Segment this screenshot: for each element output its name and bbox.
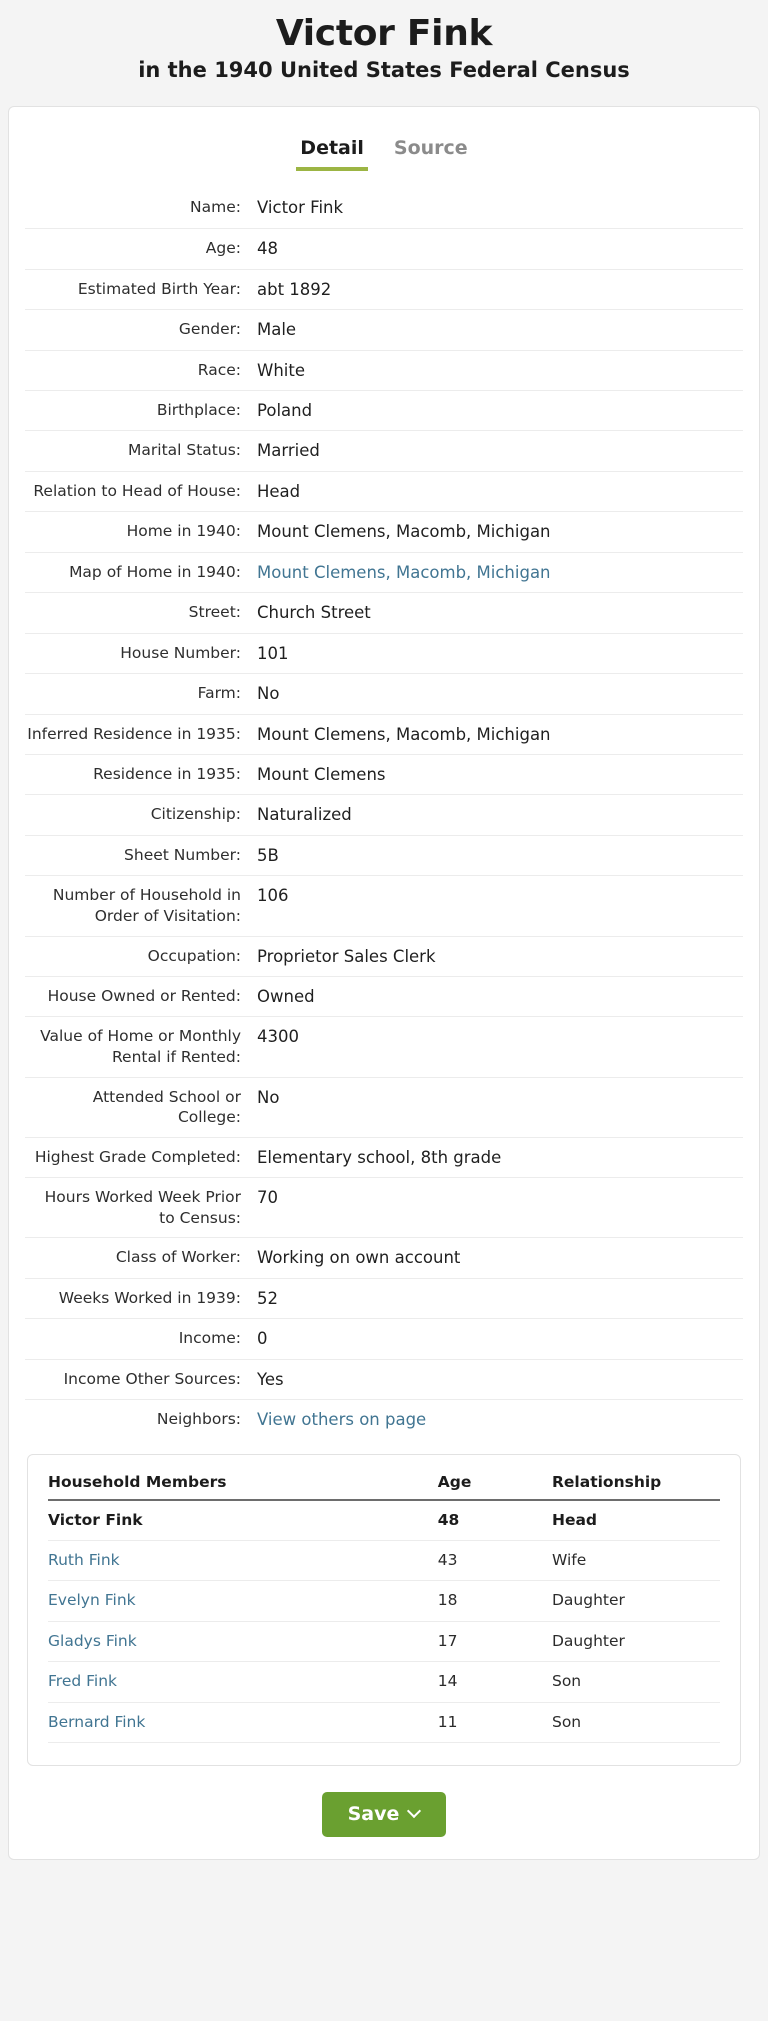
- detail-row: [25, 754, 743, 794]
- detail-row: [25, 794, 743, 834]
- detail-value: 0: [257, 1329, 268, 1349]
- detail-row: [25, 714, 743, 754]
- detail-row: [25, 1318, 743, 1358]
- household-member-link[interactable]: Ruth Fink: [48, 1541, 438, 1581]
- card-actions: [9, 1766, 759, 1837]
- detail-label: Race:: [197, 360, 241, 379]
- detail-row: [25, 1278, 743, 1318]
- detail-row: [25, 511, 743, 551]
- page-title: Victor Fink: [275, 13, 493, 54]
- detail-row: [25, 976, 743, 1016]
- detail-label: Occupation:: [147, 946, 241, 965]
- household-member-age: 48: [438, 1500, 552, 1541]
- household-member-relationship: Son: [552, 1702, 720, 1742]
- detail-value: 52: [257, 1288, 278, 1308]
- household-column-header: Relationship: [552, 1473, 720, 1500]
- detail-label: Citizenship:: [150, 805, 241, 824]
- chevron-down-icon: [409, 1806, 420, 1817]
- household-member-relationship: Daughter: [552, 1581, 720, 1621]
- household-members-table: [48, 1473, 720, 1743]
- detail-label: Hours Worked Week Prior to Census:: [44, 1188, 241, 1227]
- detail-value: Victor Fink: [257, 198, 344, 218]
- detail-label: House Number:: [120, 643, 241, 662]
- household-member-relationship: Head: [552, 1500, 720, 1541]
- detail-value-link[interactable]: Mount Clemens, Macomb, Michigan: [257, 562, 551, 582]
- detail-value: 5B: [257, 845, 279, 865]
- tab-bar: [9, 129, 759, 172]
- household-member-relationship: Son: [552, 1662, 720, 1702]
- detail-label: Birthplace:: [156, 401, 241, 420]
- household-member-link[interactable]: Gladys Fink: [48, 1621, 438, 1661]
- table-row: [48, 1541, 720, 1581]
- table-row: [48, 1500, 720, 1541]
- tab-detail[interactable]: [296, 135, 368, 172]
- detail-row: [25, 1237, 743, 1277]
- household-member-age: 11: [438, 1702, 552, 1742]
- page-subtitle: in the 1940 United States Federal Census: [138, 58, 630, 83]
- detail-row: [25, 1016, 743, 1076]
- detail-value: Yes: [257, 1369, 284, 1389]
- detail-label: Map of Home in 1940:: [69, 562, 241, 581]
- detail-label: Class of Worker:: [115, 1248, 241, 1267]
- detail-row: [25, 269, 743, 309]
- detail-row: [25, 350, 743, 390]
- detail-label: Neighbors:: [156, 1410, 241, 1429]
- table-row: [48, 1662, 720, 1702]
- detail-row: [25, 471, 743, 511]
- table-row: [48, 1581, 720, 1621]
- detail-value: Working on own account: [257, 1248, 461, 1268]
- household-member-age: 43: [438, 1541, 552, 1581]
- tab-source[interactable]: [390, 135, 472, 172]
- detail-value: 48: [257, 239, 278, 259]
- detail-value: Mount Clemens, Macomb, Michigan: [257, 724, 551, 744]
- detail-row: [25, 390, 743, 430]
- household-member-link[interactable]: Evelyn Fink: [48, 1581, 438, 1621]
- detail-label: Value of Home or Monthly Rental if Rented:: [40, 1027, 241, 1066]
- detail-value: Mount Clemens: [257, 764, 386, 784]
- detail-row: [25, 552, 743, 592]
- detail-label: Highest Grade Completed:: [34, 1147, 241, 1166]
- detail-label: Sheet Number:: [124, 845, 241, 864]
- detail-row: [25, 228, 743, 268]
- detail-row: [25, 592, 743, 632]
- detail-row: [25, 673, 743, 713]
- detail-row: [25, 193, 743, 228]
- detail-value: Mount Clemens, Macomb, Michigan: [257, 522, 551, 542]
- detail-row: [25, 1359, 743, 1399]
- household-header-row: [48, 1473, 720, 1500]
- household-member-relationship: Wife: [552, 1541, 720, 1581]
- detail-value: 70: [257, 1188, 278, 1208]
- detail-value: 106: [257, 886, 289, 906]
- detail-value: Married: [257, 441, 320, 461]
- detail-label: Number of Household in Order of Visitation:: [52, 886, 241, 925]
- household-table-head: [48, 1473, 720, 1500]
- household-column-header: Age: [438, 1473, 552, 1500]
- detail-value: Head: [257, 481, 301, 501]
- detail-label: Marital Status:: [128, 441, 241, 460]
- tab-label: Detail: [300, 136, 364, 159]
- household-member-age: 18: [438, 1581, 552, 1621]
- detail-list: [9, 193, 759, 1439]
- detail-label: Home in 1940:: [126, 522, 241, 541]
- detail-label: Relation to Head of House:: [33, 481, 241, 500]
- detail-row: [25, 1399, 743, 1439]
- detail-value: White: [257, 360, 305, 380]
- detail-label: Weeks Worked in 1939:: [58, 1288, 241, 1307]
- detail-value: No: [257, 684, 280, 704]
- detail-label: Attended School or College:: [92, 1087, 241, 1127]
- detail-value: abt 1892: [257, 279, 332, 299]
- save-button-label: Save: [347, 1802, 400, 1825]
- household-member-age: 14: [438, 1662, 552, 1702]
- detail-row: [25, 1077, 743, 1137]
- household-table-body: [48, 1500, 720, 1743]
- detail-value: Proprietor Sales Clerk: [257, 946, 436, 966]
- detail-value: Owned: [257, 986, 315, 1006]
- page-header: [0, 0, 768, 106]
- detail-row: [25, 309, 743, 349]
- household-member-link[interactable]: Bernard Fink: [48, 1702, 438, 1742]
- detail-value-link[interactable]: View others on page: [257, 1410, 427, 1430]
- detail-label: Income:: [178, 1329, 241, 1348]
- detail-row: [25, 1177, 743, 1237]
- detail-label: Age:: [205, 239, 241, 258]
- detail-row: [25, 835, 743, 875]
- detail-value: Poland: [257, 401, 313, 421]
- household-member-age: 17: [438, 1621, 552, 1661]
- table-row: [48, 1702, 720, 1742]
- detail-row: [25, 936, 743, 976]
- detail-label: Gender:: [178, 320, 241, 339]
- household-members-panel: [27, 1454, 741, 1766]
- detail-value: 4300: [257, 1027, 299, 1047]
- detail-label: Estimated Birth Year:: [77, 279, 241, 298]
- household-member-name: Victor Fink: [48, 1500, 438, 1541]
- detail-value: Church Street: [257, 603, 371, 623]
- detail-value: Naturalized: [257, 805, 352, 825]
- detail-label: Street:: [188, 603, 241, 622]
- detail-row: [25, 430, 743, 470]
- detail-row: [25, 633, 743, 673]
- detail-label: House Owned or Rented:: [47, 986, 241, 1005]
- detail-value: Male: [257, 320, 297, 340]
- detail-label: Farm:: [197, 684, 241, 703]
- save-button[interactable]: [322, 1792, 447, 1837]
- detail-label: Income Other Sources:: [63, 1369, 241, 1388]
- detail-value: No: [257, 1087, 280, 1107]
- detail-label: Name:: [190, 198, 241, 217]
- detail-label: Residence in 1935:: [93, 764, 241, 783]
- table-row: [48, 1621, 720, 1661]
- household-member-link[interactable]: Fred Fink: [48, 1662, 438, 1702]
- record-card: [8, 106, 760, 1860]
- household-column-header: Household Members: [48, 1473, 438, 1500]
- detail-value: 101: [257, 643, 289, 663]
- household-member-relationship: Daughter: [552, 1621, 720, 1661]
- detail-row: [25, 875, 743, 935]
- detail-label: Inferred Residence in 1935:: [27, 724, 241, 743]
- tab-label: Source: [393, 136, 468, 159]
- detail-value: Elementary school, 8th grade: [257, 1147, 502, 1167]
- detail-row: [25, 1137, 743, 1177]
